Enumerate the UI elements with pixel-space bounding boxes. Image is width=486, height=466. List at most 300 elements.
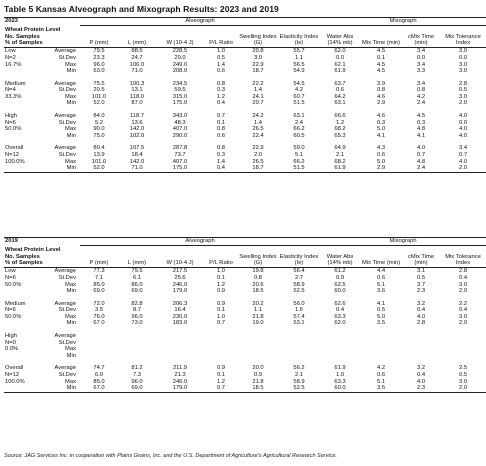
stat-label: St.Dev bbox=[58, 372, 76, 379]
table-row bbox=[4, 81, 486, 88]
group-label bbox=[4, 320, 40, 327]
table-cell: 1.0 bbox=[216, 268, 226, 275]
table-cell: 4.6 bbox=[376, 93, 386, 100]
col-header: Mix Time (min) bbox=[362, 259, 401, 266]
table-cell: 2.3 bbox=[416, 288, 426, 295]
stat-label: Min bbox=[66, 288, 76, 295]
row-label-header: Wheat Protein Level No. Samples % of Samples bbox=[5, 27, 61, 46]
table-cell: 4.0 bbox=[458, 113, 468, 120]
table-cell: 1.1 bbox=[294, 54, 304, 61]
table-cell bbox=[156, 353, 204, 360]
table-cell: 66.2 bbox=[293, 158, 305, 165]
table-cell bbox=[440, 346, 486, 353]
table-cell: 101.0 bbox=[91, 158, 107, 165]
stat-label: Average bbox=[54, 268, 76, 275]
table-cell: 18.5 bbox=[252, 385, 264, 392]
table-cell: 101.0 bbox=[91, 93, 107, 100]
table-row bbox=[4, 282, 486, 289]
table-cell bbox=[238, 346, 278, 353]
table-cell: 6.1 bbox=[132, 274, 142, 281]
table-cell: 3.6 bbox=[376, 288, 386, 295]
table-cell: 2.0 bbox=[458, 385, 468, 392]
table-cell: 56.4 bbox=[293, 268, 305, 275]
table-cell: 73.0 bbox=[131, 320, 143, 327]
table-cell: 2.4 bbox=[416, 100, 426, 107]
table-cell: 3.0 bbox=[458, 68, 468, 75]
table-cell: 86.0 bbox=[131, 281, 143, 288]
table-cell: 0.4 bbox=[216, 165, 226, 172]
table-cell: 69.0 bbox=[131, 288, 143, 295]
table-cell: 0.6 bbox=[216, 68, 226, 75]
table-cell: 3.0 bbox=[458, 93, 468, 100]
table-cell: 0.6 bbox=[335, 87, 345, 94]
table-cell: 3.0 bbox=[458, 48, 468, 55]
table-cell bbox=[278, 333, 320, 340]
table-cell: 0.1 bbox=[216, 119, 226, 126]
table-cell: 4.0 bbox=[416, 378, 426, 385]
table-cell bbox=[360, 340, 402, 347]
table-cell: 2.0 bbox=[253, 152, 263, 159]
group-label bbox=[4, 100, 40, 107]
table-row bbox=[4, 320, 486, 327]
table-cell: 20.5 bbox=[93, 87, 105, 94]
table-cell: 25.6 bbox=[174, 274, 186, 281]
table-cell: 3.0 bbox=[458, 378, 468, 385]
group-label bbox=[4, 68, 40, 75]
table-cell bbox=[238, 340, 278, 347]
table-cell: 102.0 bbox=[129, 132, 145, 139]
table-cell: 0.0 bbox=[458, 119, 468, 126]
table-row bbox=[4, 275, 486, 282]
table-cell: 1.6 bbox=[294, 307, 304, 314]
group-label: N=4 bbox=[5, 87, 16, 94]
table-row bbox=[4, 268, 486, 275]
stat-label: Max bbox=[65, 126, 76, 133]
year-label: 2019 bbox=[5, 238, 18, 245]
stat-label: Max bbox=[65, 93, 76, 100]
table-cell: 4.5 bbox=[376, 61, 386, 68]
group-label: 33.3% bbox=[5, 93, 22, 100]
table-cell: 407.0 bbox=[172, 158, 188, 165]
table-cell: 16.4 bbox=[174, 307, 186, 314]
table-body bbox=[4, 48, 486, 173]
table-cell: 175.0 bbox=[172, 100, 188, 107]
table-cell: 61.9 bbox=[334, 165, 346, 172]
stat-label: St.Dev bbox=[58, 339, 76, 346]
table-cell: 4.2 bbox=[416, 93, 426, 100]
table-cell: 179.0 bbox=[172, 288, 188, 295]
table-cell bbox=[402, 346, 440, 353]
group-label: 100.0% bbox=[5, 158, 25, 165]
group-label: Medium bbox=[5, 300, 26, 307]
table-cell: 54.5 bbox=[293, 80, 305, 87]
table-cell: 3.0 bbox=[458, 281, 468, 288]
stat-label: St.Dev bbox=[58, 119, 76, 126]
table-row bbox=[4, 372, 486, 379]
table-cell: 107.5 bbox=[129, 145, 145, 152]
table-cell: 8.7 bbox=[132, 307, 142, 314]
table-cell: 96.0 bbox=[131, 313, 143, 320]
stat-label: Average bbox=[54, 145, 76, 152]
table-cell: 62.0 bbox=[334, 320, 346, 327]
table-cell: 1.2 bbox=[216, 93, 226, 100]
table-cell: 0.4 bbox=[458, 307, 468, 314]
table-cell: 3.7 bbox=[416, 281, 426, 288]
stat-label: Average bbox=[54, 300, 76, 307]
stat-label: Min bbox=[66, 165, 76, 172]
stat-label: Average bbox=[54, 48, 76, 55]
table-cell: 3.5 bbox=[376, 385, 386, 392]
table-cell: 24.2 bbox=[252, 113, 264, 120]
table-cell: 2.0 bbox=[458, 320, 468, 327]
group-label: N=6 bbox=[5, 307, 16, 314]
table-cell: 29.0 bbox=[174, 54, 186, 61]
table-cell: 118.7 bbox=[129, 113, 145, 120]
table-cell: 79.5 bbox=[131, 268, 143, 275]
table-cell: 4.5 bbox=[416, 113, 426, 120]
table-cell bbox=[80, 340, 118, 347]
table-cell: 234.5 bbox=[172, 80, 188, 87]
table-cell bbox=[402, 340, 440, 347]
table-cell: 2.4 bbox=[416, 165, 426, 172]
table-cell: 13.6 bbox=[131, 119, 143, 126]
table-cell: 0.4 bbox=[458, 274, 468, 281]
table-cell: 5.2 bbox=[94, 119, 104, 126]
table-cell: 4.0 bbox=[458, 126, 468, 133]
table-cell: 5.0 bbox=[376, 126, 386, 133]
table-cell: 0.4 bbox=[216, 100, 226, 107]
table-cell bbox=[118, 353, 156, 360]
table-cell bbox=[80, 346, 118, 353]
table-cell bbox=[440, 333, 486, 340]
table-cell bbox=[80, 353, 118, 360]
table-cell: 2.1 bbox=[335, 152, 345, 159]
table-cell: 0.7 bbox=[416, 152, 426, 159]
table-cell: 3.0 bbox=[458, 313, 468, 320]
table-cell: 6.0 bbox=[94, 372, 104, 379]
table-cell: 19.0 bbox=[252, 320, 264, 327]
table-cell: 22.2 bbox=[252, 80, 264, 87]
table-cell: 0.3 bbox=[216, 152, 226, 159]
table-cell: 20.6 bbox=[252, 281, 264, 288]
col-header: Swelling Index (G) bbox=[239, 253, 277, 266]
table-cell: 63.1 bbox=[293, 113, 305, 120]
table-cell: 4.8 bbox=[416, 126, 426, 133]
stat-label: Average bbox=[54, 333, 76, 340]
table-cell: 62.1 bbox=[334, 61, 346, 68]
group-label: 16.7% bbox=[5, 61, 22, 68]
table-row bbox=[4, 48, 486, 55]
stat-label: Min bbox=[66, 352, 76, 359]
group-label bbox=[4, 133, 40, 140]
table-cell: 0.1 bbox=[376, 54, 386, 61]
table-cell: 63.0 bbox=[93, 68, 105, 75]
table-cell: 0.0 bbox=[416, 54, 426, 61]
table-cell bbox=[320, 333, 360, 340]
table-cell: 4.3 bbox=[376, 145, 386, 152]
table-cell: 5.1 bbox=[376, 281, 386, 288]
table-cell: 4.8 bbox=[416, 158, 426, 165]
table-cell: 3.1 bbox=[416, 268, 426, 275]
table-cell: 142.0 bbox=[129, 126, 145, 133]
table-cell: 53.1 bbox=[293, 320, 305, 327]
table-cell: 2.0 bbox=[458, 288, 468, 295]
table-cell: 51.5 bbox=[293, 100, 305, 107]
group-label: N=2 bbox=[5, 54, 16, 61]
group-label bbox=[4, 288, 40, 295]
table-cell: 4.0 bbox=[416, 313, 426, 320]
table-cell: 1.4 bbox=[216, 158, 226, 165]
table-cell: 7.1 bbox=[94, 274, 104, 281]
table-cell: 4.0 bbox=[416, 145, 426, 152]
table-cell: 18.7 bbox=[252, 165, 264, 172]
table-cell: 0.3 bbox=[216, 87, 226, 94]
col-header: Mix Tolerance Index bbox=[445, 253, 481, 266]
table-cell: 64.9 bbox=[334, 145, 346, 152]
table-cell: 0.9 bbox=[335, 274, 345, 281]
table-cell: 58.9 bbox=[293, 378, 305, 385]
table-cell: 71.0 bbox=[131, 165, 143, 172]
stat-label: Max bbox=[65, 281, 76, 288]
group-label: N=0 bbox=[5, 339, 16, 346]
table-cell: 69.0 bbox=[93, 288, 105, 295]
group-label: High bbox=[5, 333, 17, 340]
table-cell: 0.3 bbox=[376, 119, 386, 126]
table-cell: 65.3 bbox=[334, 132, 346, 139]
source-note: Source: JAG Services Inc. in cooperation with Plains Grains, Inc. and the U.S. Department of Agriculture's Agricultural Research Service. bbox=[4, 453, 337, 459]
table-cell: 81.2 bbox=[131, 365, 143, 372]
group-label: N=6 bbox=[5, 119, 16, 126]
table-cell: 13.9 bbox=[93, 152, 105, 159]
table-cell: 26.5 bbox=[252, 126, 264, 133]
table-row bbox=[4, 165, 486, 172]
table-cell: 4.0 bbox=[458, 132, 468, 139]
table-cell: 61.9 bbox=[334, 68, 346, 75]
col-header: Water Abs (14% mb) bbox=[326, 33, 354, 46]
table-cell: 1.0 bbox=[216, 313, 226, 320]
table-row bbox=[4, 340, 486, 347]
table-cell: 7.3 bbox=[132, 372, 142, 379]
table-cell: 0.8 bbox=[376, 87, 386, 94]
col-header: Water Abs (14% mb) bbox=[326, 253, 354, 266]
table-cell: 56.5 bbox=[293, 61, 305, 68]
table-row bbox=[4, 159, 486, 166]
stat-label: Min bbox=[66, 132, 76, 139]
table-cell: 5.0 bbox=[376, 313, 386, 320]
table-cell: 4.5 bbox=[376, 48, 386, 55]
stat-label: Max bbox=[65, 346, 76, 353]
table-body bbox=[4, 268, 486, 393]
col-header: cMix Time (min) bbox=[407, 253, 435, 266]
table-cell: 63.7 bbox=[334, 80, 346, 87]
table-cell: 2.1 bbox=[294, 372, 304, 379]
col-header: Swelling Index (G) bbox=[239, 33, 277, 46]
table-cell: 3.4 bbox=[416, 48, 426, 55]
table-cell: 407.0 bbox=[172, 126, 188, 133]
table-row bbox=[4, 385, 486, 392]
table-cell: 26.5 bbox=[252, 158, 264, 165]
table-cell bbox=[156, 346, 204, 353]
alveograph-group-header: Alveograph bbox=[80, 18, 320, 26]
col-header: Mix Time (min) bbox=[362, 39, 401, 46]
table-cell: 71.0 bbox=[131, 68, 143, 75]
table-cell: 61.2 bbox=[334, 268, 346, 275]
table-cell: 4.1 bbox=[416, 132, 426, 139]
table-cell: 0.5 bbox=[376, 307, 386, 314]
table-cell: 56.0 bbox=[293, 300, 305, 307]
table-cell: 3.0 bbox=[253, 54, 263, 61]
table-cell: 4.0 bbox=[458, 158, 468, 165]
table-cell: 20.8 bbox=[252, 48, 264, 55]
stat-label: Max bbox=[65, 313, 76, 320]
table-cell: 3.5 bbox=[376, 320, 386, 327]
stat-label: Average bbox=[54, 365, 76, 372]
table-cell: 18.5 bbox=[252, 288, 264, 295]
table-cell: 1.4 bbox=[253, 119, 263, 126]
table-cell: 67.0 bbox=[93, 320, 105, 327]
table-cell: 2.8 bbox=[416, 320, 426, 327]
table-cell: 59.5 bbox=[174, 87, 186, 94]
table-cell: 73.7 bbox=[174, 152, 186, 159]
table-row bbox=[4, 120, 486, 127]
table-row bbox=[4, 346, 486, 353]
table-row bbox=[4, 68, 486, 75]
group-label: N=6 bbox=[5, 274, 16, 281]
table-cell: 2.5 bbox=[458, 365, 468, 372]
table-cell: 0.8 bbox=[216, 145, 226, 152]
table-cell: 5.1 bbox=[376, 378, 386, 385]
col-header: P (mm) bbox=[89, 39, 109, 46]
mixograph-group-header: Mixograph bbox=[320, 18, 486, 26]
table-cell: 2.8 bbox=[458, 268, 468, 275]
table-cell: 75.5 bbox=[93, 80, 105, 87]
table-cell bbox=[402, 353, 440, 360]
table-cell: 54.9 bbox=[293, 68, 305, 75]
group-label: Low bbox=[5, 48, 16, 55]
table-cell: 0.9 bbox=[253, 372, 263, 379]
table-row bbox=[4, 62, 486, 69]
stat-label: St.Dev bbox=[58, 54, 76, 61]
table-row bbox=[4, 365, 486, 372]
table-cell: 63.1 bbox=[334, 100, 346, 107]
table-cell: 0.6 bbox=[376, 274, 386, 281]
table-cell bbox=[118, 333, 156, 340]
table-cell: 0.5 bbox=[216, 54, 226, 61]
table-cell: 22.9 bbox=[252, 145, 264, 152]
table-cell: 63.3 bbox=[334, 378, 346, 385]
table-cell: 1.2 bbox=[216, 378, 226, 385]
table-cell: 24.1 bbox=[252, 93, 264, 100]
table-cell bbox=[320, 340, 360, 347]
table-cell: 4.6 bbox=[376, 113, 386, 120]
table-cell bbox=[118, 340, 156, 347]
table-cell: 24.7 bbox=[131, 54, 143, 61]
table-cell bbox=[278, 353, 320, 360]
stat-label: Min bbox=[66, 100, 76, 107]
table-cell: 2.2 bbox=[458, 300, 468, 307]
table-cell: 2.4 bbox=[294, 119, 304, 126]
table-cell: 75.0 bbox=[93, 132, 105, 139]
group-label bbox=[4, 165, 40, 172]
table-cell: 3.9 bbox=[376, 80, 386, 87]
table-cell bbox=[360, 346, 402, 353]
table-cell: 315.0 bbox=[172, 93, 188, 100]
group-label: High bbox=[5, 113, 17, 120]
table-cell bbox=[204, 333, 238, 340]
table-cell: 76.0 bbox=[93, 313, 105, 320]
table-cell: 230.0 bbox=[172, 313, 188, 320]
table-cell: 106.0 bbox=[129, 61, 145, 68]
table-cell bbox=[440, 353, 486, 360]
table-cell: 18.4 bbox=[131, 152, 143, 159]
alveograph-group-header: Alveograph bbox=[80, 238, 320, 246]
table-cell: 85.0 bbox=[93, 281, 105, 288]
table-cell: 85.0 bbox=[93, 378, 105, 385]
stat-label: Max bbox=[65, 61, 76, 68]
table-cell: 3.3 bbox=[416, 68, 426, 75]
table-row bbox=[4, 301, 486, 308]
table-cell: 3.4 bbox=[416, 80, 426, 87]
stat-label: Min bbox=[66, 320, 76, 327]
table-cell bbox=[360, 333, 402, 340]
table-cell: 13.1 bbox=[131, 87, 143, 94]
col-header: Elasticity Index (Ie) bbox=[279, 253, 319, 266]
table-row bbox=[4, 145, 486, 152]
table-row bbox=[4, 113, 486, 120]
col-header: W (10-4 J) bbox=[166, 39, 194, 46]
table-cell: 217.5 bbox=[172, 268, 188, 275]
table-cell: 21.8 bbox=[252, 313, 264, 320]
table-row bbox=[4, 379, 486, 386]
table-cell: 80.4 bbox=[93, 145, 105, 152]
table-row bbox=[4, 87, 486, 94]
table-cell: 1.1 bbox=[253, 307, 263, 314]
table-cell: 0.4 bbox=[416, 372, 426, 379]
table-cell: 211.9 bbox=[172, 365, 188, 372]
table-cell: 96.0 bbox=[93, 61, 105, 68]
table-cell: 3.5 bbox=[94, 307, 104, 314]
stat-label: Max bbox=[65, 378, 76, 385]
table-cell: 0.3 bbox=[416, 119, 426, 126]
col-header: L (mm) bbox=[127, 259, 147, 266]
table-cell: 4.4 bbox=[376, 268, 386, 275]
group-label: 50.0% bbox=[5, 313, 22, 320]
table-cell: 3.4 bbox=[458, 145, 468, 152]
table-cell: 23.3 bbox=[93, 54, 105, 61]
table-cell: 0.6 bbox=[216, 132, 226, 139]
table-cell: 79.5 bbox=[93, 48, 105, 55]
table-cell: 1.2 bbox=[335, 119, 345, 126]
table-cell: 0.4 bbox=[416, 307, 426, 314]
table-row bbox=[4, 152, 486, 159]
table-cell: 246.0 bbox=[172, 281, 188, 288]
table-cell: 183.0 bbox=[172, 320, 188, 327]
table-cell: 1.0 bbox=[335, 372, 345, 379]
group-label: Overall bbox=[5, 145, 24, 152]
table-cell: 100.3 bbox=[129, 80, 145, 87]
table-cell bbox=[402, 333, 440, 340]
table-cell: 60.5 bbox=[293, 132, 305, 139]
table-cell: 228.5 bbox=[172, 48, 188, 55]
table-cell: 84.0 bbox=[93, 113, 105, 120]
table-cell: 68.2 bbox=[334, 158, 346, 165]
table-cell: 52.0 bbox=[93, 100, 105, 107]
table-cell: 1.4 bbox=[253, 87, 263, 94]
table-cell: 20.7 bbox=[252, 100, 264, 107]
table-cell: 60.0 bbox=[334, 385, 346, 392]
year-label: 2023 bbox=[5, 18, 18, 25]
stat-label: Min bbox=[66, 68, 76, 75]
